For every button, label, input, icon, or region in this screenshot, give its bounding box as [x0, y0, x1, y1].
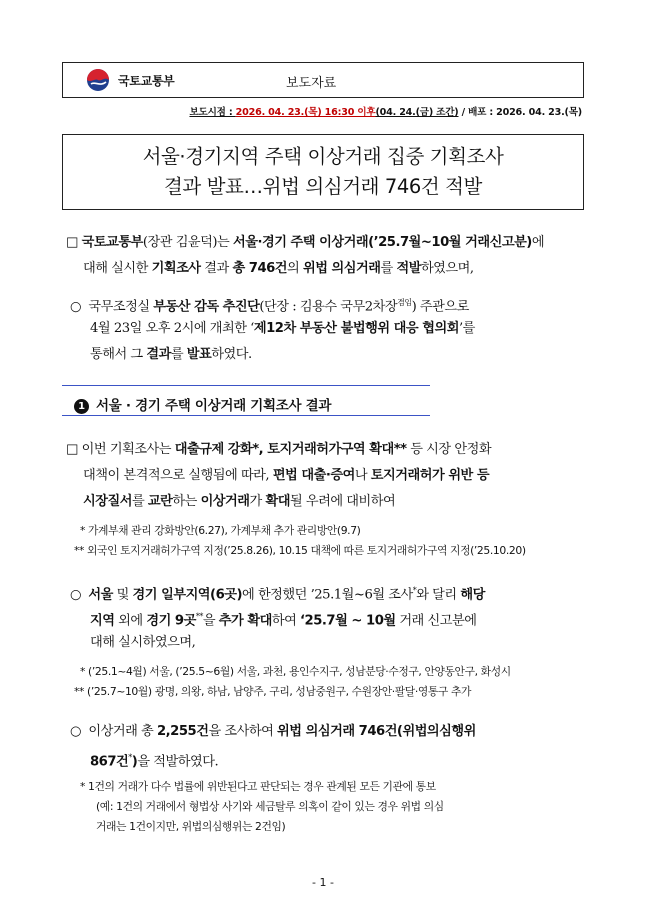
body-bold: 편법 대출·증여 — [272, 468, 355, 483]
page-number: - 1 - — [312, 876, 334, 889]
embargo-time: 2026. 04. 23.(목) 16:30 이후 — [235, 107, 376, 118]
body-bold: 토지거래허가 위반 등 — [370, 468, 490, 483]
body-2-line-3: 대해 실시하였으며, — [90, 635, 196, 650]
square-bullet-icon: □ — [66, 442, 78, 457]
intro-text: 의 — [287, 261, 303, 276]
headline-line-1: 서울·경기지역 주택 이상거래 집중 기획조사 — [142, 145, 504, 168]
intro-bold: 위법 의심거래 — [302, 261, 381, 276]
sub-text: ’를 — [458, 321, 475, 336]
intro-line-1 — [66, 230, 544, 256]
body-bold: 지역 — [90, 613, 115, 629]
body-text: 및 — [112, 587, 133, 603]
intro-text: (장관 김윤덕)는 — [142, 235, 233, 250]
body-text: 을 조사하여 — [208, 724, 278, 739]
intro-line-2 — [83, 256, 474, 282]
body-text: 나 — [354, 468, 371, 483]
body-3-line-1 — [70, 719, 476, 745]
body-text: 외에 — [114, 613, 147, 629]
circle-bullet-icon: ○ — [70, 587, 82, 603]
footnote-5-line-3: 거래는 1건이지만, 위법의심행위는 2건임) — [96, 820, 286, 833]
intro-ministry: 국토교통부 — [81, 235, 143, 250]
sub-text: 하였다. — [211, 347, 252, 362]
footnote-4: ** (’25.7~10월) 광명, 의왕, 하남, 남양주, 구리, 성남중원구, 수원장안·팔달·영통구 추가 — [74, 685, 472, 698]
body-bold: 시장질서 — [83, 494, 132, 509]
section-number-badge: 1 — [74, 399, 89, 414]
body-text: 될 우려에 대비하여 — [289, 494, 396, 509]
sub-superscript: 겸임 — [397, 298, 412, 307]
footnote-3: * (’25.1~4월) 서울, (’25.5~6월) 서울, 과천, 용인수지구, 성남분당·수정구, 안양동안구, 화성시 — [80, 665, 511, 678]
footnote-5-line-2: (예: 1건의 거래에서 형법상 사기와 세금탈루 의혹이 같이 있는 경우 위법 의심 — [96, 800, 444, 813]
section-bottom-rule — [62, 415, 430, 416]
body-1-line-3 — [83, 489, 395, 515]
footnote-5-line-1: * 1건의 거래가 다수 법률에 위반된다고 판단되는 경우 관계된 모든 기관에 통보 — [80, 780, 436, 793]
intro-text: 대해 실시한 — [83, 261, 152, 276]
distribution-date: / 배포 : 2026. 04. 23.(목) — [458, 107, 582, 118]
intro-bold: 총 746건 — [232, 261, 288, 276]
body-bold: 서울 — [88, 587, 113, 603]
circle-bullet-icon: ○ — [70, 299, 82, 315]
body-text: 을 — [202, 613, 219, 629]
sub-text: 4월 23일 오후 2시에 개최한 ‘ — [90, 321, 254, 336]
body-superscript: * — [128, 753, 132, 762]
body-text: 대책이 본격적으로 실행됨에 따라, — [83, 468, 273, 483]
circle-bullet-icon: ○ — [70, 724, 82, 739]
body-superscript: * — [412, 586, 417, 595]
body-text: 에 한정했던 ’25.1월~6월 조사 — [242, 587, 413, 603]
body-text: 가 — [249, 494, 266, 509]
ministry-name: 국토교통부 — [118, 74, 175, 88]
body-bold: 2,255건 — [157, 724, 209, 739]
body-1-line-2 — [83, 463, 489, 489]
release-info — [189, 104, 582, 118]
body-text: 와 달리 — [416, 587, 461, 603]
body-bold: ‘25.7월 ~ 10월 — [300, 613, 396, 629]
sub-text: 국무조정실 — [88, 299, 154, 315]
body-bold: 경기 일부지역(6곳) — [132, 587, 243, 603]
intro-subject: 서울·경기 주택 이상거래(’25.7월~10월 거래신고분) — [232, 235, 532, 250]
body-bold: ) — [131, 754, 138, 770]
sub-bold: 부동산 감독 추진단 — [153, 299, 260, 315]
headline-box — [62, 134, 584, 210]
intro-text: 하였으며, — [420, 261, 474, 276]
footnote-1: * 가계부채 관리 강화방안(6.27), 가계부채 추가 관리방안(9.7) — [80, 524, 361, 537]
section-title: 서울 · 경기 주택 이상거래 기획조사 결과 — [96, 398, 332, 414]
sub-text: (단장 : 김용수 국무2차장 — [259, 299, 398, 315]
sub-point-line-2 — [90, 316, 475, 342]
sub-text: 통해서 그 — [90, 347, 147, 362]
embargo-paper: (04. 24.(금) 조간) — [375, 107, 459, 118]
body-bold: 경기 9곳 — [146, 613, 196, 629]
body-bold: 위법 의심거래 746건(위법의심행위 — [277, 724, 476, 739]
footnote-2: ** 외국인 토지거래허가구역 지정(’25.8.26), 10.15 대책에 따른 토지거래허가구역 지정(’25.10.20) — [74, 544, 526, 557]
sub-bold: 제12차 부동산 불법행위 대응 협의회 — [253, 321, 459, 336]
body-text: 이번 기획조사는 — [81, 442, 175, 457]
body-text: 등 시장 안정화 — [406, 442, 492, 457]
intro-text: 를 — [380, 261, 397, 276]
sub-bold: 발표 — [186, 347, 212, 362]
square-bullet-icon: □ — [66, 235, 78, 250]
body-superscript: ** — [195, 612, 203, 621]
body-bold: 867건 — [90, 754, 129, 770]
body-text: 을 적발하였다. — [137, 754, 219, 770]
headline-line-2: 결과 발표…위법 의심거래 746건 적발 — [164, 175, 482, 198]
sub-text: 를 — [170, 347, 187, 362]
body-bold: 대출규제 강화*, 토지거래허가구역 확대** — [174, 442, 407, 457]
section-heading — [74, 394, 331, 414]
sub-bold: 결과 — [146, 347, 171, 362]
body-text: 거래 신고분에 — [395, 613, 477, 629]
body-3-line-2 — [90, 745, 218, 775]
body-bold: 교란 — [147, 494, 173, 509]
body-text: 하는 — [172, 494, 201, 509]
body-text: 이상거래 총 — [88, 724, 157, 739]
intro-text: 에 — [531, 235, 545, 250]
intro-bold: 적발 — [396, 261, 421, 276]
body-text: 를 — [131, 494, 148, 509]
embargo-label: 보도시점 : — [189, 107, 236, 118]
body-bold: 이상거래 — [200, 494, 250, 509]
intro-bold: 기획조사 — [151, 261, 201, 276]
body-bold: 확대 — [265, 494, 290, 509]
document-type: 보도자료 — [286, 76, 337, 91]
body-bold: 해당 — [460, 587, 485, 603]
government-emblem-icon — [86, 68, 110, 92]
section-top-rule — [62, 385, 430, 386]
sub-text: ) 주관으로 — [411, 299, 469, 315]
body-1-line-1 — [66, 437, 491, 463]
intro-text: 결과 — [200, 261, 233, 276]
sub-point-line-3 — [90, 342, 252, 368]
body-text: 하여 — [271, 613, 301, 629]
body-bold: 추가 확대 — [218, 613, 272, 629]
